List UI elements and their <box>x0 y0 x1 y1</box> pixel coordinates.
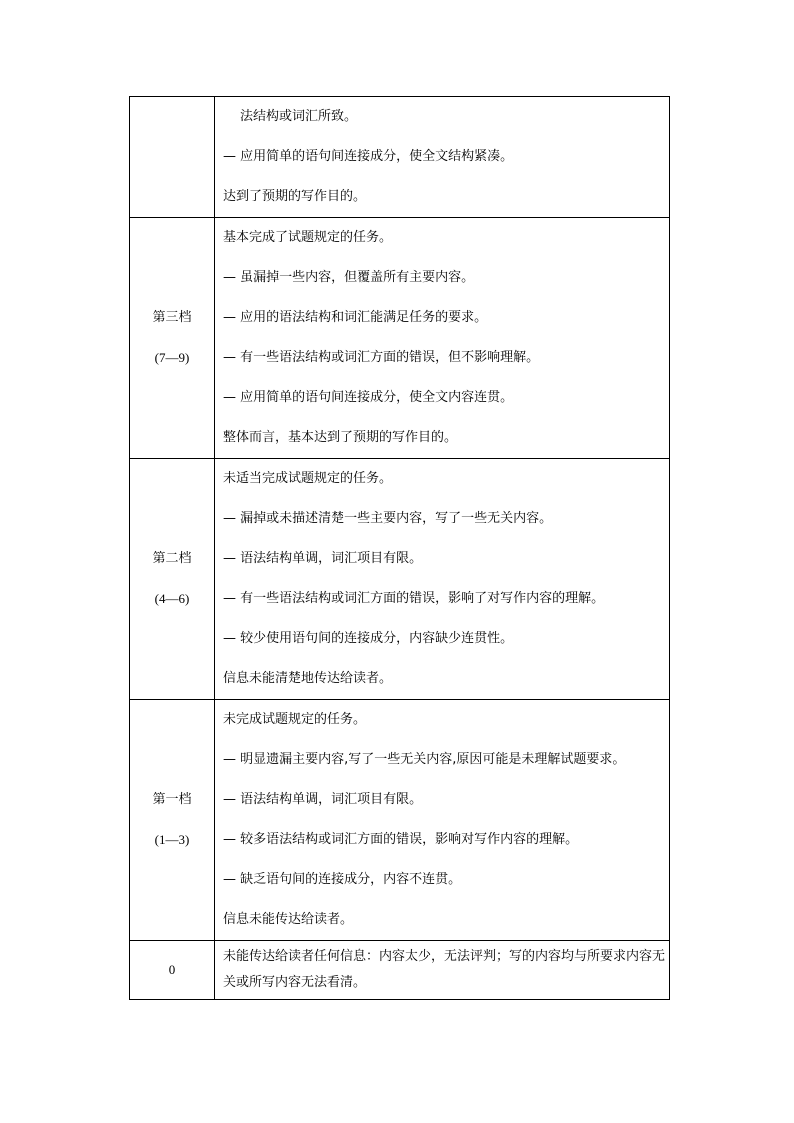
description-line: — 有一些语法结构或词汇方面的错误，但不影响理解。 <box>223 350 540 365</box>
description-line: — 较少使用语句间的连接成分，内容缺少连贯性。 <box>223 631 514 646</box>
grade-label: 第一档 <box>152 792 192 807</box>
description-cell <box>215 459 670 700</box>
description-line: — 明显遗漏主要内容,写了一些无关内容,原因可能是未理解试题要求。 <box>223 752 626 767</box>
description-line: 达到了预期的写作目的。 <box>223 189 367 204</box>
rubric-row-continued <box>130 97 670 218</box>
description-line: — 缺乏语句间的连接成分，内容不连贯。 <box>223 872 462 887</box>
rubric-row-grade-0 <box>130 941 670 1000</box>
rubric-row-grade-2 <box>130 459 670 700</box>
description-line: 未适当完成试题规定的任务。 <box>223 471 393 486</box>
description-line: — 语法结构单调，词汇项目有限。 <box>223 792 423 807</box>
grade-label: 第三档 <box>152 310 192 325</box>
grade-cell-empty <box>130 97 215 218</box>
rubric-row-grade-1 <box>130 700 670 941</box>
description-line: 信息未能传达给读者。 <box>223 912 354 927</box>
grade-cell <box>130 218 215 459</box>
grade-label: 0 <box>130 941 215 1000</box>
description-line: 信息未能清楚地传达给读者。 <box>223 671 393 686</box>
description-line: 未完成试题规定的任务。 <box>223 712 367 727</box>
grade-cell <box>130 700 215 941</box>
description-line: — 语法结构单调，词汇项目有限。 <box>223 551 423 566</box>
description-text: 未能传达给读者任何信息：内容太少，无法评判；写的内容均与所要求内容无关或所写内容无法看清。 <box>215 941 670 1000</box>
grade-label: 第二档 <box>152 551 192 566</box>
score-range: (7—9) <box>154 350 190 365</box>
description-line: — 应用简单的语句间连接成分，使全文结构紧凑。 <box>223 149 514 164</box>
description-cell <box>215 218 670 459</box>
description-line: — 有一些语法结构或词汇方面的错误，影响了对写作内容的理解。 <box>223 591 605 606</box>
description-cell <box>215 700 670 941</box>
description-line: — 应用简单的语句间连接成分，使全文内容连贯。 <box>223 390 514 405</box>
scoring-rubric-table <box>129 96 670 1000</box>
score-range: (4—6) <box>154 591 190 606</box>
score-range: (1—3) <box>154 832 190 847</box>
description-line: 法结构或词汇所致。 <box>240 109 358 124</box>
description-line: 整体而言，基本达到了预期的写作目的。 <box>223 430 458 445</box>
grade-cell <box>130 459 215 700</box>
description-line: — 虽漏掉一些内容，但覆盖所有主要内容。 <box>223 270 475 285</box>
description-line: 基本完成了试题规定的任务。 <box>223 230 393 245</box>
description-cell <box>215 97 670 218</box>
description-line: — 较多语法结构或词汇方面的错误，影响对写作内容的理解。 <box>223 832 579 847</box>
description-line: — 漏掉或未描述清楚一些主要内容，写了一些无关内容。 <box>223 511 553 526</box>
rubric-row-grade-3 <box>130 218 670 459</box>
description-line: — 应用的语法结构和词汇能满足任务的要求。 <box>223 310 488 325</box>
